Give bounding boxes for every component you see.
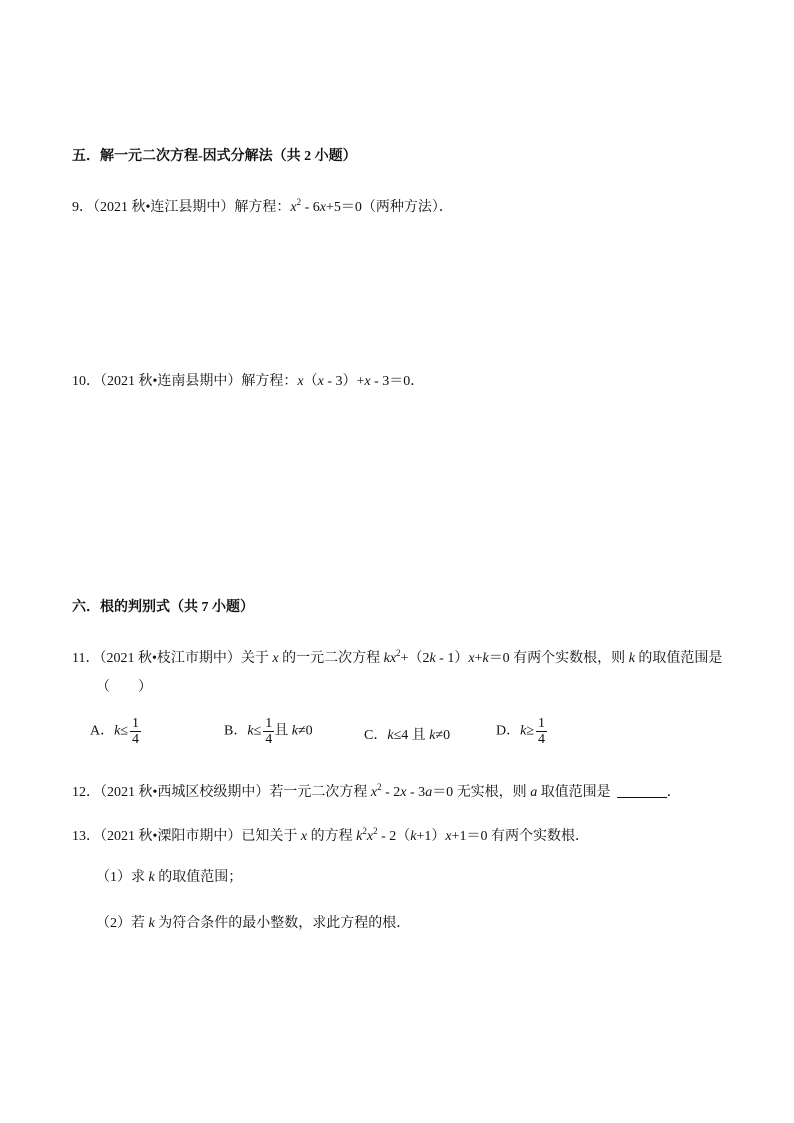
option-c: C．k≤4 且 k≠0 — [364, 728, 451, 743]
option-d: D．k≥ $\frac{1}{4}$ — [496, 716, 546, 747]
option-a: A．k≤ $\frac{1}{4}$ — [90, 716, 140, 747]
question-9: 9．（2021 秋•连江县期中）解方程：$x^2 - 6x+5=0$（两种方法）． — [72, 197, 453, 215]
fraction: $\frac{1}{4}$ — [538, 716, 546, 747]
question-10: 10．（2021 秋•连南县期中）解方程：x（x - 3）+x - 3＝0． — [72, 374, 425, 389]
answer-blank[interactable] — [617, 785, 667, 798]
section-title-5: 五．解一元二次方程-因式分解法（共 2 小题） — [72, 149, 357, 164]
option-b: B．k≤ $\frac{1}{4}$ 且 k≠0 — [224, 716, 313, 747]
question-13-part-2: （2）若 k 为符合条件的最小整数，求此方程的根． — [96, 916, 411, 931]
fraction: $\frac{1}{4}$ — [132, 716, 140, 747]
section-title-6: 六．根的判别式（共 7 小题） — [72, 600, 254, 615]
question-12: 12．（2021 秋•西城区校级期中）若一元二次方程 $x^2 - 2x - 3a=0$ 无实根，则 a 取值范围是 ． — [72, 782, 681, 800]
question-13: 13．（2021 秋•溧阳市期中）已知关于 x 的方程 $k^2x^2 - 2(k+1)x+1=0$ 有两个实数根． — [72, 826, 589, 844]
question-11: 11．（2021 秋•枝江市期中）关于 x 的一元二次方程 $kx^2+(2k - 1)x+k=0$ 有两个实数根，则 k 的取值范围是 — [72, 648, 723, 666]
question-13-part-1: （1）求 k 的取值范围； — [96, 870, 243, 885]
fraction: $\frac{1}{4}$ — [265, 716, 273, 747]
answer-paren: （ ） — [96, 680, 152, 695]
